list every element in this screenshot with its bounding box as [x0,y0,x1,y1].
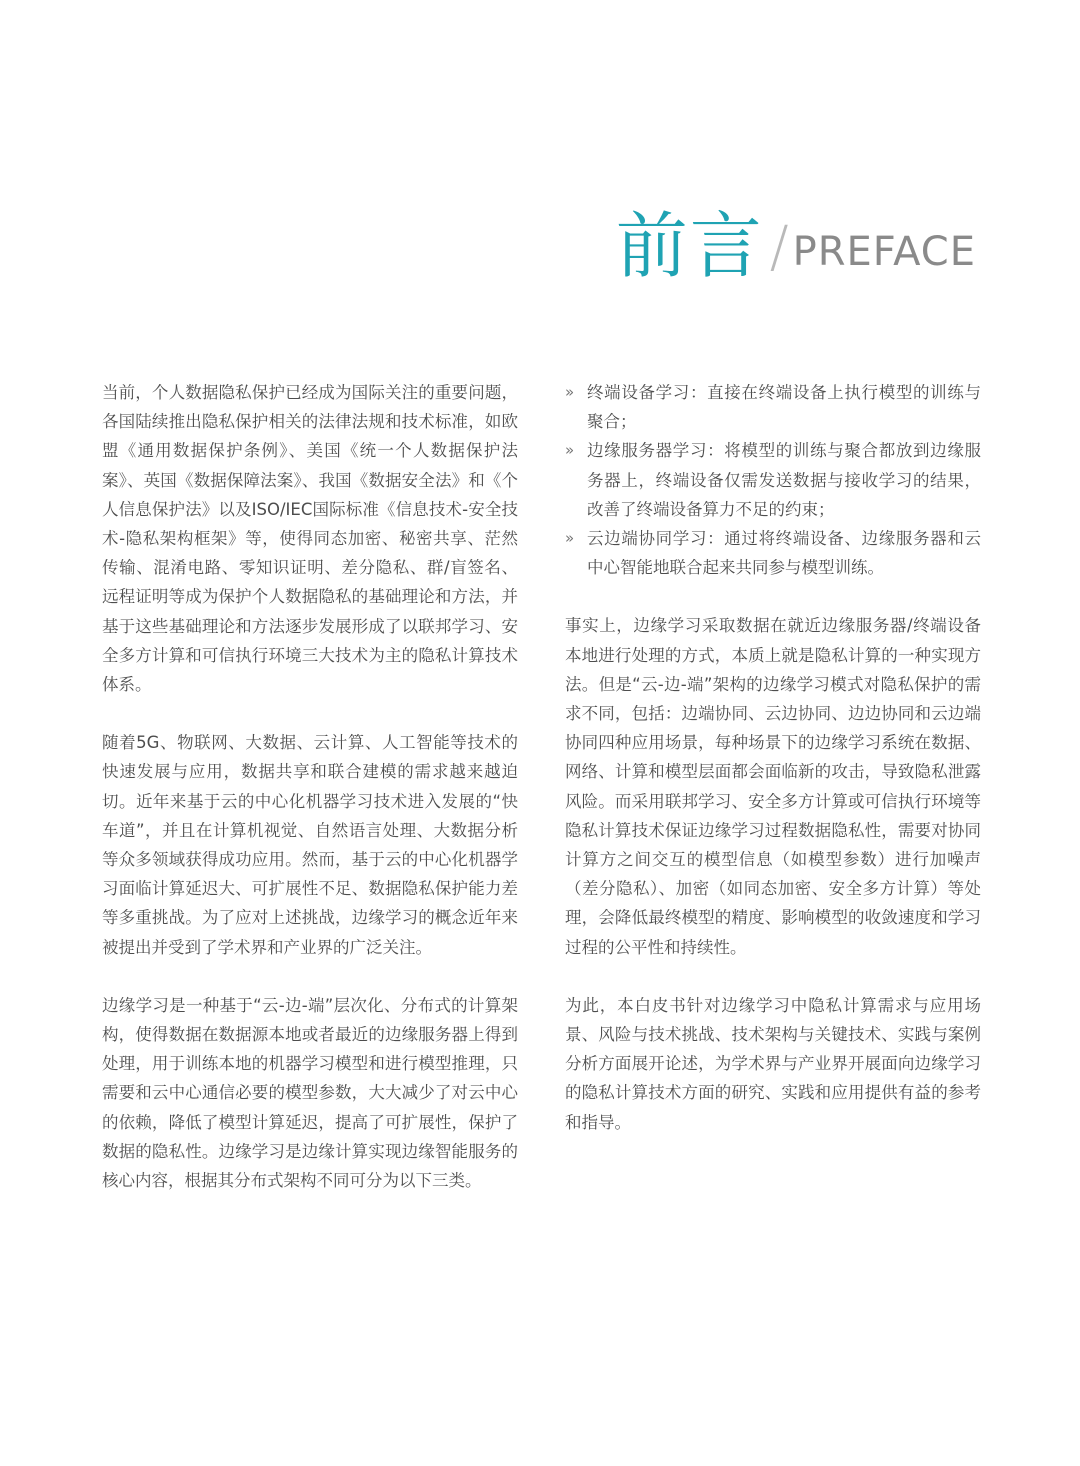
page-title-block [616,202,976,286]
list-item-text: 云边端协同学习：通过将终端设备、边缘服务器和云中心智能地联合起来共同参与模型训练。 [587,529,981,578]
list-item [565,436,981,524]
page-title-english: PREFACE [792,229,976,275]
list-item-text: 边缘服务器学习：将模型的训练与聚合都放到边缘服务器上，终端设备仅需发送数据与接收学习的结果，改善了终端设备算力不足的约束； [587,441,981,519]
body-paragraph: 事实上，边缘学习采取数据在就近边缘服务器/终端设备本地进行处理的方式，本质上就是隐私计算的一种实现方法。但是“云-边-端”架构的边缘学习模式对隐私保护的需求不同，包括：边端协同、云边协同、边边协同和云边端协同四种应用场景，每种场景下的边缘学习系统在数据、网络、计算和模型层面都会面临新的攻击，导致隐私泄露风险。而采用联邦学习、安全多方计算或可信执行环境等隐私计算技术保证边缘学习过程数据隐私性，需要对协同计算方之间交互的模型信息（如模型参数）进行加噪声（差分隐私）、加密（如同态加密、安全多方计算）等处理，会降低最终模型的精度、影响模型的收敛速度和学习过程的公平性和持续性。 [565,616,981,957]
title-divider-slash: / [769,215,789,280]
bullet-chevron-icon: » [565,441,575,460]
body-paragraph: 边缘学习是一种基于“云-边-端”层次化、分布式的计算架构，使得数据在数据源本地或者最近的边缘服务器上得到处理，用于训练本地的机器学习模型和进行模型推理，只需要和云中心通信必要的模型参数，大大减少了对云中心的依赖，降低了模型计算延迟，提高了可扩展性，保护了数据的隐私性。边缘学习是边缘计算实现边缘智能服务的核心内容，根据其分布式架构不同可分为以下三类。 [102,995,518,1191]
list-item-text: 终端设备学习：直接在终端设备上执行模型的训练与聚合； [587,383,981,432]
list-item [565,378,981,436]
body-paragraph: 为此，本白皮书针对边缘学习中隐私计算需求与应用场景、风险与技术挑战、技术架构与关键技术、实践与案例分析方面展开论述，为学术界与产业界开展面向边缘学习的隐私计算技术方面的研究、实践和应用提供有益的参考和指导。 [565,995,981,1132]
body-paragraph: 当前，个人数据隐私保护已经成为国际关注的重要问题，各国陆续推出隐私保护相关的法律法规和技术标准，如欧盟《通用数据保护条例》、美国《统一个人数据保护法案》、英国《数据保障法案》、我国《数据安全法》和《个人信息保护法》以及ISO/IEC国际标准《信息技术-安全技术-隐私架构框架》等，使得同态加密、秘密共享、茫然传输、混淆电路、零知识证明、差分隐私、群/盲签名、远程证明等成为保护个人数据隐私的基础理论和方法，并基于这些基础理论和方法逐步发展形成了以联邦学习、安全多方计算和可信执行环境三大技术为主的隐私计算技术体系。 [102,383,518,695]
body-paragraph: 随着5G、物联网、大数据、云计算、人工智能等技术的快速发展与应用，数据共享和联合建模的需求越来越迫切。近年来基于云的中心化机器学习技术进入发展的“快车道”，并且在计算机视觉、自然语言处理、大数据分析等众多领域获得成功应用。然而，基于云的中心化机器学习面临计算延迟大、可扩展性不足、数据隐私保护能力差等多重挑战。为了应对上述挑战，边缘学习的概念近年来被提出并受到了学术界和产业界的广泛关注。 [102,733,518,957]
bullet-chevron-icon: » [565,529,575,548]
page-title-chinese: 前言 [615,204,764,288]
edge-learning-type-list [565,378,981,582]
bullet-chevron-icon: » [565,383,575,401]
list-item [565,524,981,582]
right-text-column [565,378,981,1166]
left-text-column [102,378,518,1224]
